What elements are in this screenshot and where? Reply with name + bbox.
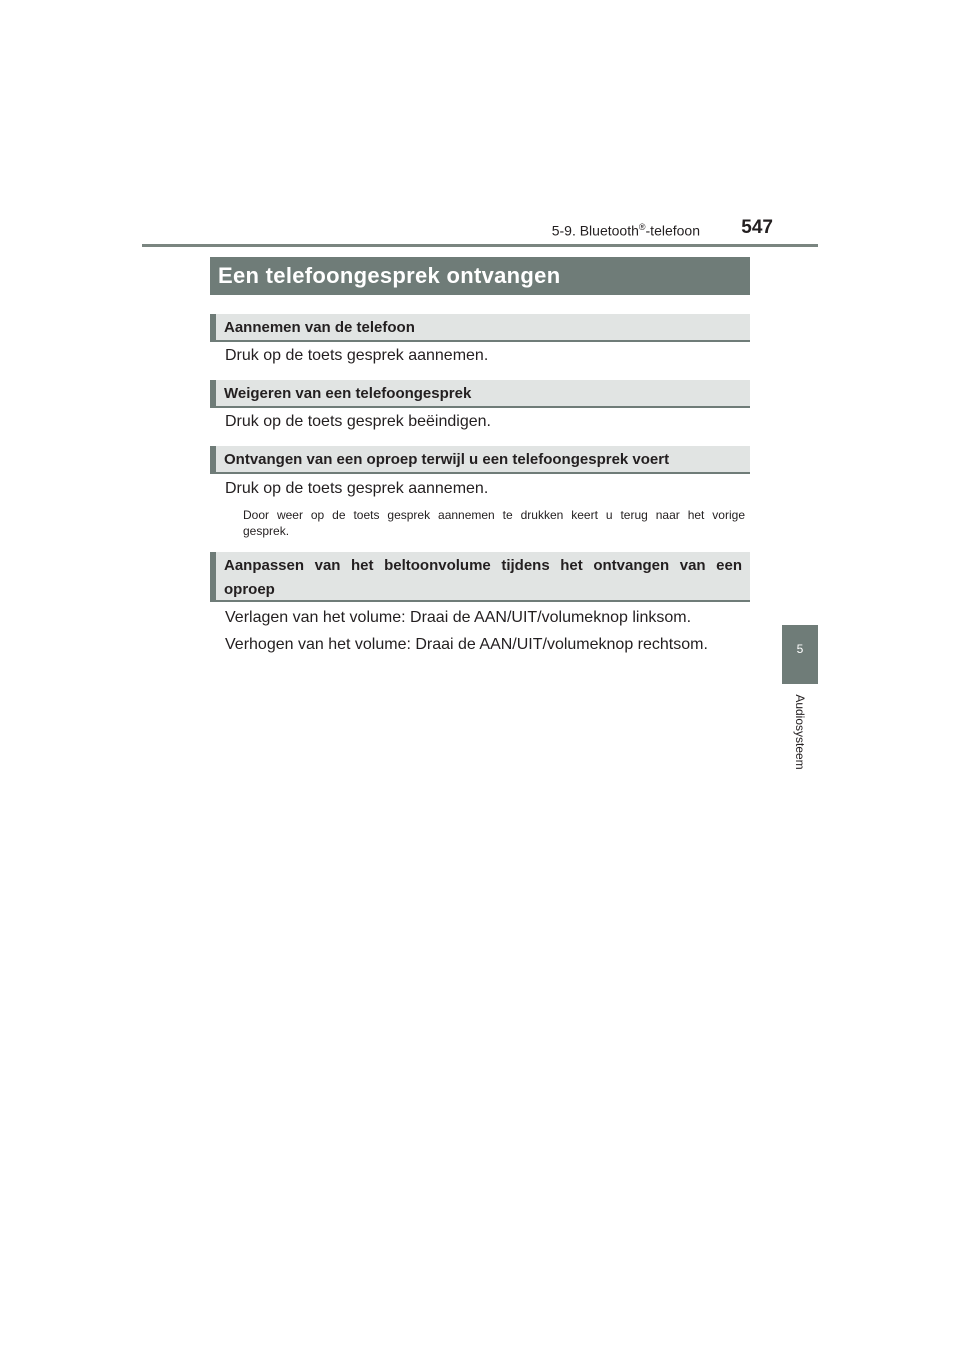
body-text-volume-down: Verlagen van het volume: Draai de AAN/UIT/volumeknop linksom. <box>225 609 692 626</box>
chapter-tab: 5 <box>782 625 818 684</box>
page-number: 547 <box>741 217 773 238</box>
subheading-ringtone-volume: Aanpassen van het beltoonvolume tijdens het ontvangen van een oproep <box>210 552 750 602</box>
body-text-reject-call: Druk op de toets gesprek beëindigen. <box>225 413 491 430</box>
body-text-answer-call: Druk op de toets gesprek aannemen. <box>225 347 489 364</box>
section-title <box>552 222 700 239</box>
note-call-waiting: Door weer op de toets gesprek aannemen te drukken keert u terug naar het vorige gesprek. <box>243 508 745 538</box>
subheading-answer-call: Aannemen van de telefoon <box>210 314 750 342</box>
body-text-volume-up: Verhogen van het volume: Draai de AAN/UIT/volumeknop rechtsom. <box>225 636 708 653</box>
body-text-call-waiting: Druk op de toets gesprek aannemen. <box>225 480 489 497</box>
subheading-call-waiting: Ontvangen van een oproep terwijl u een telefoongesprek voert <box>210 446 750 474</box>
subheading-reject-call: Weigeren van een telefoongesprek <box>210 380 750 408</box>
page-title: Een telefoongesprek ontvangen <box>210 257 750 295</box>
chapter-label: Audiosysteem <box>793 694 807 770</box>
page-header <box>142 214 818 244</box>
section-title-suffix: -telefoon <box>645 222 700 239</box>
registered-mark: ® <box>638 222 646 232</box>
header-divider <box>142 244 818 247</box>
section-title-prefix: 5-9. Bluetooth <box>551 222 639 239</box>
